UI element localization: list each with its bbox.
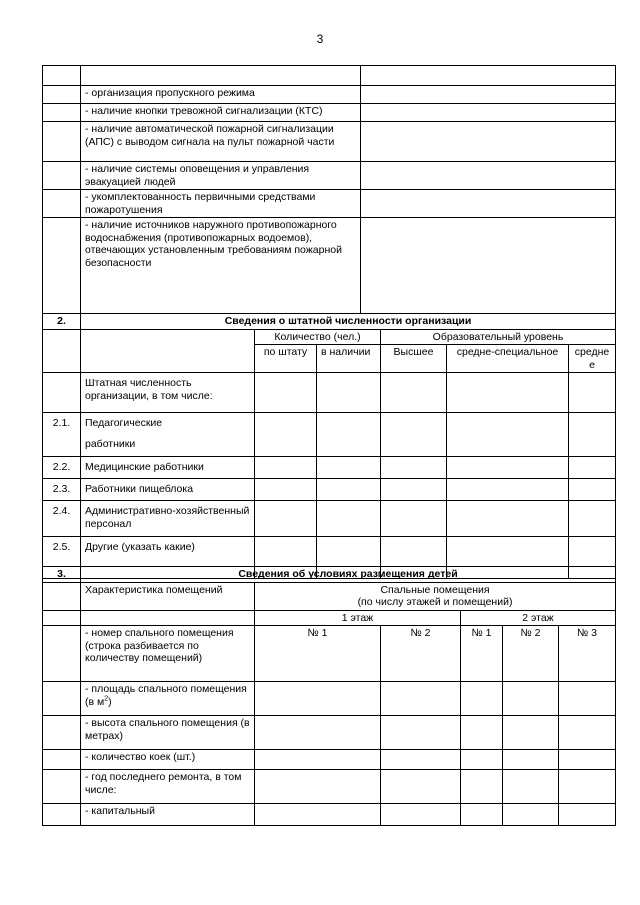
table-row bbox=[43, 716, 616, 750]
table-row bbox=[43, 750, 616, 770]
table-row bbox=[43, 457, 616, 479]
row-number: 2.4. bbox=[43, 501, 81, 537]
row-label: - год последнего ремонта, в том числе: bbox=[81, 770, 255, 804]
column-header: Характеристика помещений bbox=[81, 582, 255, 610]
room-number: № 2 bbox=[381, 626, 461, 682]
row-label: Штатная численность организации, в том числе: bbox=[81, 373, 255, 413]
column-header: средне-специальное bbox=[447, 345, 569, 373]
row-number: 2.2. bbox=[43, 457, 81, 479]
row-label: Педагогические bbox=[85, 417, 163, 429]
table-row bbox=[43, 501, 616, 537]
table-header-row bbox=[43, 582, 616, 610]
row-label: - площадь спального помещения (в $м^2$) bbox=[81, 682, 255, 716]
table-row bbox=[43, 804, 616, 826]
floor-1-header: 1 этаж bbox=[255, 610, 461, 626]
section-header-row bbox=[43, 567, 616, 583]
row-label: Медицинские работники bbox=[81, 457, 255, 479]
row-label: работники bbox=[85, 437, 136, 450]
row-number: 2.1. bbox=[43, 413, 81, 457]
section-header-row bbox=[43, 314, 616, 330]
column-header: Высшее bbox=[381, 345, 447, 373]
floor-2-header: 2 этаж bbox=[461, 610, 616, 626]
table-row bbox=[43, 122, 616, 162]
list-item: - наличие системы оповещения и управления эвакуацией людей bbox=[81, 162, 361, 190]
row-label: - высота спального помещения (в метрах) bbox=[81, 716, 255, 750]
list-item: - укомплектованность первичными средствами пожаротушения bbox=[81, 190, 361, 218]
room-number: № 3 bbox=[559, 626, 616, 682]
sleeping-rooms-label: Спальные помещения bbox=[380, 583, 490, 596]
column-group-education: Образовательный уровень bbox=[381, 329, 616, 345]
section-title: Сведения о штатной численности организации bbox=[81, 314, 616, 330]
table-row bbox=[43, 626, 616, 682]
sleeping-rooms-sub: (по числу этажей и помещений) bbox=[357, 596, 513, 608]
row-label: - номер спального помещения (строка разбивается по количеству помещений) bbox=[81, 626, 255, 682]
section-number: 3. bbox=[43, 567, 81, 583]
table-row bbox=[43, 682, 616, 716]
table-row bbox=[43, 479, 616, 501]
column-header: средне е bbox=[569, 345, 616, 373]
staff-table bbox=[42, 313, 616, 579]
page-number: 3 bbox=[316, 32, 324, 46]
table-header-row bbox=[43, 329, 616, 345]
column-header: по штату bbox=[255, 345, 317, 373]
table-row bbox=[43, 190, 616, 218]
table-row bbox=[43, 162, 616, 190]
row-number: 2.5. bbox=[43, 537, 81, 579]
row-number: 2.3. bbox=[43, 479, 81, 501]
table-row bbox=[43, 373, 616, 413]
list-item: - наличие источников наружного противопожарного водоснабжения (противопожарных водоемов), отвечающих установленным требованиям пожарной безопасности bbox=[81, 218, 361, 314]
list-item: - наличие кнопки тревожной сигнализации (КТС) bbox=[81, 104, 361, 122]
room-number: № 1 bbox=[255, 626, 381, 682]
table-row bbox=[43, 413, 616, 457]
section-title: Сведения об условиях размещения детей bbox=[81, 567, 616, 583]
table-row bbox=[43, 218, 616, 314]
table-header-row bbox=[43, 610, 616, 626]
column-header: в наличии bbox=[317, 345, 381, 373]
room-number: № 2 bbox=[503, 626, 559, 682]
column-group-count: Количество (чел.) bbox=[255, 329, 381, 345]
rooms-table bbox=[42, 566, 616, 826]
column-header bbox=[255, 582, 616, 610]
table-row bbox=[43, 770, 616, 804]
table-row bbox=[43, 66, 616, 86]
room-number: № 1 bbox=[461, 626, 503, 682]
section-number: 2. bbox=[43, 314, 81, 330]
table-row bbox=[43, 86, 616, 104]
list-item: - организация пропускного режима bbox=[81, 86, 361, 104]
row-label: Административно-хозяйственный персонал bbox=[81, 501, 255, 537]
row-label: Другие (указать какие) bbox=[81, 537, 255, 579]
row-label: Работники пищеблока bbox=[81, 479, 255, 501]
table-row bbox=[43, 104, 616, 122]
row-label: - количество коек (шт.) bbox=[81, 750, 255, 770]
list-item: - наличие автоматической пожарной сигнализации (АПС) с выводом сигнала на пульт пожарной части bbox=[81, 122, 361, 162]
security-table bbox=[42, 65, 616, 314]
row-label: - капитальный bbox=[81, 804, 255, 826]
